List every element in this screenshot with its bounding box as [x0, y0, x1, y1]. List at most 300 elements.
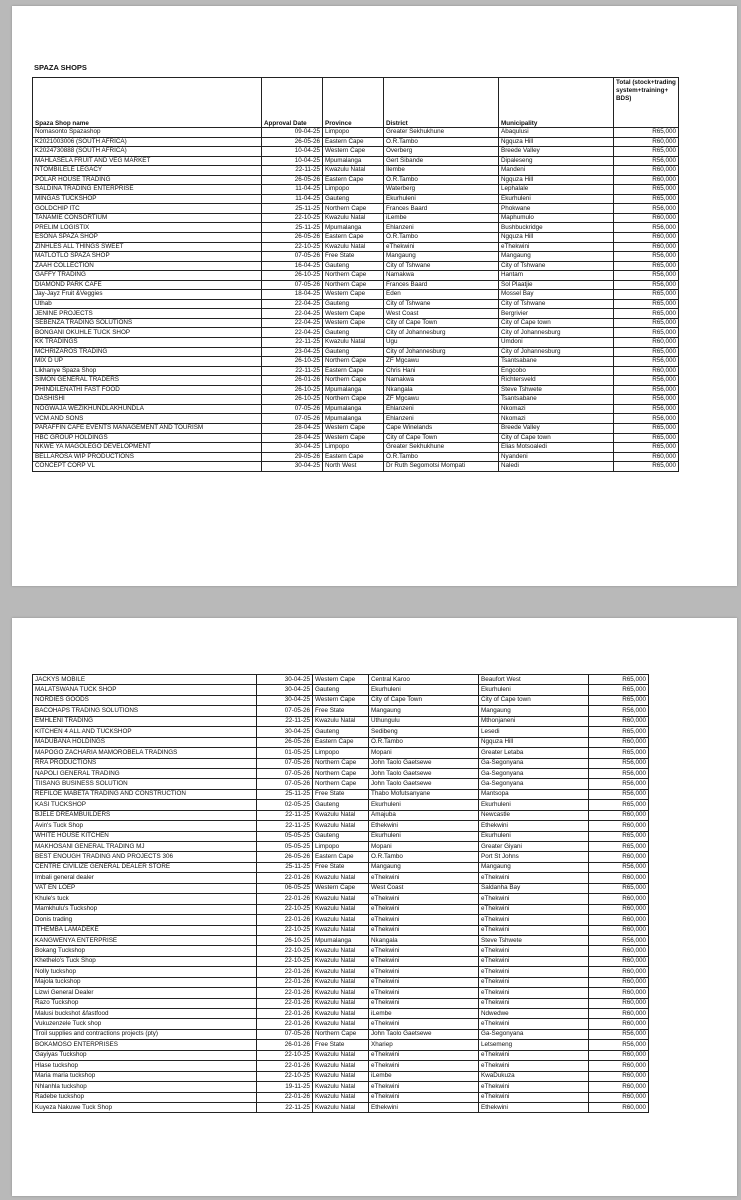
cell-district: O.R.Tambo [369, 737, 479, 747]
cell-district: Namakwa [384, 376, 499, 386]
cell-shop-name: Troil supplies and contractions projects (pty) [33, 1029, 257, 1039]
cell-district: eThekwini [369, 1092, 479, 1102]
table-row [33, 223, 679, 233]
cell-total: R56,000 [589, 935, 649, 945]
cell-district: Cape Winelands [384, 423, 499, 433]
cell-total: R65,000 [614, 185, 679, 195]
table-row [33, 1082, 649, 1092]
cell-district: Frances Baard [384, 204, 499, 214]
cell-province: Mpumalanga [313, 935, 369, 945]
cell-province: Kwazulu Natal [323, 166, 384, 176]
table-row [33, 915, 649, 925]
table-row [33, 204, 679, 214]
cell-total: R56,000 [614, 376, 679, 386]
cell-total: R60,000 [589, 1019, 649, 1029]
header-approval-date: Approval Date [262, 78, 323, 128]
cell-municipality: Ngquza Hill [479, 737, 589, 747]
cell-district: eThekwini [369, 967, 479, 977]
cell-municipality: City of Johannesburg [499, 347, 614, 357]
table-row [33, 695, 649, 705]
cell-municipality: eThekwini [479, 873, 589, 883]
cell-district: City of Tshwane [384, 261, 499, 271]
cell-municipality: eThekwini [479, 1092, 589, 1102]
cell-province: Northern Cape [313, 779, 369, 789]
cell-approval-date: 22-10-25 [262, 213, 323, 223]
cell-approval-date: 22-10-25 [257, 956, 313, 966]
cell-municipality: Ngquza Hill [499, 175, 614, 185]
cell-province: Mpumalanga [323, 223, 384, 233]
cell-district: Mangaung [384, 252, 499, 262]
cell-total: R60,000 [614, 137, 679, 147]
table-row [33, 1019, 649, 1029]
cell-province: Free State [323, 252, 384, 262]
cell-shop-name: CONCEPT CORP VL [33, 462, 262, 472]
cell-approval-date: 22-01-26 [257, 894, 313, 904]
cell-province: Limpopo [323, 128, 384, 138]
cell-approval-date: 11-04-25 [262, 185, 323, 195]
cell-municipality: Lephalale [499, 185, 614, 195]
cell-shop-name: Mamkhulu's Tuckshop [33, 904, 257, 914]
cell-municipality: Sol Plaatjie [499, 280, 614, 290]
cell-shop-name: MATLOTLO SPAZA SHOP [33, 252, 262, 262]
cell-municipality: Ethekwini [479, 821, 589, 831]
cell-province: Western Cape [323, 309, 384, 319]
table-row [33, 998, 649, 1008]
cell-province: Gauteng [313, 685, 369, 695]
table-row [33, 233, 679, 243]
cell-province: Northern Cape [323, 376, 384, 386]
cell-approval-date: 30-04-25 [257, 675, 313, 685]
table-row [33, 768, 649, 778]
cell-municipality: Greater Letaba [479, 748, 589, 758]
cell-municipality: Elias Motsoaledi [499, 443, 614, 453]
cell-total: R65,000 [614, 462, 679, 472]
cell-province: Kwazulu Natal [313, 1082, 369, 1092]
cell-total: R56,000 [589, 862, 649, 872]
cell-district: Central Karoo [369, 675, 479, 685]
cell-district: West Coast [384, 309, 499, 319]
cell-shop-name: MCHRIZAROS TRADING [33, 347, 262, 357]
cell-district: O.R.Tambo [384, 137, 499, 147]
cell-shop-name: MAKHOSANI GENERAL TRADING MJ [33, 842, 257, 852]
cell-province: Kwazulu Natal [313, 967, 369, 977]
table-row [33, 252, 679, 262]
cell-shop-name: REFILOE MABETA TRADING AND CONSTRUCTION [33, 789, 257, 799]
cell-province: Western Cape [313, 675, 369, 685]
cell-total: R65,000 [589, 831, 649, 841]
cell-municipality: Tsantsabane [499, 395, 614, 405]
table-body-1 [33, 128, 679, 472]
cell-municipality: Letsemeng [479, 1040, 589, 1050]
cell-municipality: Mandeni [499, 166, 614, 176]
cell-total: R60,000 [589, 1050, 649, 1060]
table-row [33, 404, 679, 414]
cell-municipality: Richtersveld [499, 376, 614, 386]
cell-district: eThekwini [369, 998, 479, 1008]
table-row [33, 318, 679, 328]
cell-shop-name: SALDINA TRADING ENTERPRISE [33, 185, 262, 195]
table-row [33, 675, 649, 685]
table-row [33, 862, 649, 872]
table-row [33, 128, 679, 138]
cell-approval-date: 22-01-26 [257, 1009, 313, 1019]
table-row [33, 175, 679, 185]
cell-municipality: City of Tshwane [499, 299, 614, 309]
cell-province: Eastern Cape [323, 233, 384, 243]
cell-province: Northern Cape [313, 758, 369, 768]
cell-total: R65,000 [614, 309, 679, 319]
cell-district: O.R.Tambo [384, 233, 499, 243]
table-row [33, 1061, 649, 1071]
table-row [33, 290, 679, 300]
cell-municipality: eThekwini [479, 1061, 589, 1071]
table-row [33, 271, 679, 281]
cell-district: eThekwini [369, 925, 479, 935]
cell-approval-date: 22-11-25 [262, 338, 323, 348]
table-row [33, 748, 649, 758]
cell-total: R56,000 [614, 252, 679, 262]
cell-municipality: Steve Tshwete [499, 385, 614, 395]
cell-total: R56,000 [614, 280, 679, 290]
cell-province: Free State [313, 706, 369, 716]
cell-district: Ilembe [384, 166, 499, 176]
cell-total: R56,000 [614, 223, 679, 233]
cell-district: iLembe [369, 1009, 479, 1019]
table-row [33, 443, 679, 453]
cell-municipality: Engcobo [499, 366, 614, 376]
cell-total: R65,000 [614, 299, 679, 309]
cell-province: Kwazulu Natal [313, 1019, 369, 1029]
cell-district: Mopani [369, 748, 479, 758]
cell-district: Mopani [369, 842, 479, 852]
cell-municipality: Phokwane [499, 204, 614, 214]
cell-shop-name: Razo Tuckshop [33, 998, 257, 1008]
cell-approval-date: 07-05-26 [262, 280, 323, 290]
document-page-1 [12, 6, 737, 586]
cell-municipality: Umdoni [499, 338, 614, 348]
cell-municipality: City of Cape town [479, 695, 589, 705]
cell-approval-date: 26-10-25 [257, 935, 313, 945]
cell-total: R65,000 [589, 685, 649, 695]
table-row [33, 299, 679, 309]
cell-shop-name: KANGWENYA ENTERPRISE [33, 935, 257, 945]
cell-province: Eastern Cape [313, 737, 369, 747]
cell-total: R60,000 [589, 821, 649, 831]
cell-province: Eastern Cape [323, 366, 384, 376]
cell-province: Gauteng [313, 727, 369, 737]
cell-district: Waterberg [384, 185, 499, 195]
cell-district: eThekwini [369, 915, 479, 925]
cell-district: Thabo Mofutsanyane [369, 789, 479, 799]
cell-municipality: Abaqulusi [499, 128, 614, 138]
table-row [33, 821, 649, 831]
table-row [33, 414, 679, 424]
cell-total: R60,000 [589, 977, 649, 987]
cell-total: R65,000 [614, 128, 679, 138]
spaza-shops-table-2 [32, 674, 649, 1113]
cell-province: Western Cape [323, 433, 384, 443]
cell-total: R60,000 [614, 338, 679, 348]
cell-province: Eastern Cape [313, 852, 369, 862]
table-row [33, 395, 679, 405]
cell-province: Mpumalanga [323, 414, 384, 424]
cell-municipality: Ga-Segonyana [479, 768, 589, 778]
cell-province: Kwazulu Natal [313, 1009, 369, 1019]
cell-total: R65,000 [589, 695, 649, 705]
cell-province: Northern Cape [323, 204, 384, 214]
cell-total: R65,000 [614, 443, 679, 453]
cell-shop-name: KITCHEN 4 ALL AND TUCKSHOP [33, 727, 257, 737]
cell-district: eThekwini [369, 1082, 479, 1092]
cell-municipality: Mantsopa [479, 789, 589, 799]
cell-shop-name: CENTRE CIVILIZE GENERAL DEALER STORE [33, 862, 257, 872]
cell-approval-date: 07-05-26 [257, 779, 313, 789]
cell-district: eThekwini [369, 946, 479, 956]
header-province: Province [323, 78, 384, 128]
cell-total: R60,000 [589, 998, 649, 1008]
cell-district: eThekwini [369, 988, 479, 998]
cell-shop-name: NAPOLI GENERAL TRADING [33, 768, 257, 778]
cell-total: R60,000 [614, 366, 679, 376]
cell-province: Kwazulu Natal [313, 1102, 369, 1112]
table-row [33, 831, 649, 841]
cell-approval-date: 22-10-25 [257, 946, 313, 956]
cell-total: R65,000 [614, 194, 679, 204]
cell-total: R65,000 [589, 748, 649, 758]
cell-province: Kwazulu Natal [313, 988, 369, 998]
cell-district: City of Cape Town [369, 695, 479, 705]
table-row [33, 280, 679, 290]
table-row [33, 261, 679, 271]
cell-approval-date: 22-10-25 [257, 1050, 313, 1060]
cell-district: Ekurhuleni [369, 831, 479, 841]
header-district: District [384, 78, 499, 128]
cell-province: Gauteng [323, 299, 384, 309]
cell-province: Free State [313, 789, 369, 799]
table-row [33, 1071, 649, 1081]
cell-district: ZF Mgcawu [384, 357, 499, 367]
table-row [33, 147, 679, 157]
cell-district: Ekurhuleni [384, 194, 499, 204]
cell-province: Western Cape [323, 318, 384, 328]
cell-province: Kwazulu Natal [313, 1071, 369, 1081]
cell-shop-name: Imbali general dealer [33, 873, 257, 883]
cell-shop-name: Vukuzenzele Tuck shop [33, 1019, 257, 1029]
cell-district: Sedibeng [369, 727, 479, 737]
cell-municipality: Breede Valley [499, 423, 614, 433]
cell-province: Kwazulu Natal [313, 946, 369, 956]
cell-total: R65,000 [614, 433, 679, 443]
cell-total: R56,000 [614, 204, 679, 214]
cell-shop-name: MALATSWANA TUCK SHOP [33, 685, 257, 695]
cell-total: R60,000 [589, 988, 649, 998]
cell-shop-name: K2024730888 (SOUTH AFRICA) [33, 147, 262, 157]
cell-province: Limpopo [323, 443, 384, 453]
cell-municipality: eThekwini [479, 967, 589, 977]
cell-province: Northern Cape [323, 280, 384, 290]
cell-province: Mpumalanga [323, 385, 384, 395]
cell-shop-name: TANAMIE CONSORTIUM [33, 213, 262, 223]
cell-district: Greater Sekhukhune [384, 128, 499, 138]
table-row [33, 904, 649, 914]
cell-shop-name: Bokang Tuckshop [33, 946, 257, 956]
cell-province: Kwazulu Natal [313, 1050, 369, 1060]
table-row [33, 1050, 649, 1060]
cell-total: R56,000 [589, 779, 649, 789]
cell-province: Kwazulu Natal [313, 904, 369, 914]
cell-province: Gauteng [323, 347, 384, 357]
table-row [33, 685, 649, 695]
table-header-row [33, 78, 679, 128]
table-row [33, 842, 649, 852]
cell-shop-name: NOGWAJA WEZIKHUNDLAKHUNDLA [33, 404, 262, 414]
cell-municipality: eThekwini [479, 1019, 589, 1029]
cell-municipality: Hantam [499, 271, 614, 281]
cell-approval-date: 07-05-26 [262, 404, 323, 414]
cell-municipality: City of Cape town [499, 318, 614, 328]
cell-municipality: Tsantsabane [499, 357, 614, 367]
cell-total: R60,000 [589, 1092, 649, 1102]
table-row [33, 800, 649, 810]
cell-shop-name: Majola tuckshop [33, 977, 257, 987]
cell-shop-name: Avin's Tuck Shop [33, 821, 257, 831]
cell-municipality: eThekwini [479, 956, 589, 966]
cell-district: Frances Baard [384, 280, 499, 290]
table-row [33, 946, 649, 956]
cell-province: Western Cape [313, 883, 369, 893]
cell-municipality: eThekwini [479, 946, 589, 956]
cell-shop-name: BJELE DREAMBUILDERS [33, 810, 257, 820]
cell-district: John Taolo Gaetsewe [369, 1029, 479, 1039]
table-row [33, 935, 649, 945]
cell-district: eThekwini [369, 956, 479, 966]
cell-shop-name: Maria maria tuckshop [33, 1071, 257, 1081]
cell-approval-date: 22-01-26 [257, 1019, 313, 1029]
cell-province: Northern Cape [313, 768, 369, 778]
table-row [33, 185, 679, 195]
table-row [33, 873, 649, 883]
cell-province: Free State [313, 862, 369, 872]
table-row [33, 328, 679, 338]
cell-district: Ekurhuleni [369, 685, 479, 695]
table-row [33, 1040, 649, 1050]
cell-district: eThekwini [384, 242, 499, 252]
cell-province: Kwazulu Natal [313, 1061, 369, 1071]
cell-province: Northern Cape [323, 357, 384, 367]
cell-total: R60,000 [589, 1102, 649, 1112]
spaza-shops-table-1 [32, 77, 679, 472]
cell-total: R60,000 [589, 1082, 649, 1092]
cell-shop-name: ZAAH COLLECTION [33, 261, 262, 271]
cell-district: Gert Sibande [384, 156, 499, 166]
cell-district: Dr Ruth Segomotsi Mompati [384, 462, 499, 472]
cell-district: eThekwini [369, 904, 479, 914]
cell-province: Kwazulu Natal [323, 338, 384, 348]
cell-municipality: eThekwini [479, 998, 589, 1008]
cell-total: R60,000 [589, 852, 649, 862]
cell-province: Free State [313, 1040, 369, 1050]
cell-total: R56,000 [589, 789, 649, 799]
cell-total: R65,000 [589, 842, 649, 852]
cell-municipality: eThekwini [479, 915, 589, 925]
cell-total: R60,000 [589, 737, 649, 747]
cell-approval-date: 07-05-26 [257, 758, 313, 768]
cell-shop-name: HBC GROUP HOLDINGS [33, 433, 262, 443]
cell-shop-name: Nolly tuckshop [33, 967, 257, 977]
table-row [33, 156, 679, 166]
cell-municipality: Nkomazi [499, 404, 614, 414]
cell-municipality: Port St Johns [479, 852, 589, 862]
cell-total: R60,000 [614, 175, 679, 185]
cell-municipality: City of Johannesburg [499, 328, 614, 338]
cell-total: R56,000 [589, 1040, 649, 1050]
cell-municipality: Bergrivier [499, 309, 614, 319]
table-body-2 [33, 675, 649, 1113]
cell-municipality: Greater Giyani [479, 842, 589, 852]
cell-municipality: Naledi [499, 462, 614, 472]
cell-shop-name: Donis trading [33, 915, 257, 925]
cell-approval-date: 22-11-25 [262, 166, 323, 176]
table-row [33, 423, 679, 433]
cell-approval-date: 26-05-26 [257, 737, 313, 747]
cell-total: R60,000 [589, 1061, 649, 1071]
cell-district: eThekwini [369, 977, 479, 987]
table-row [33, 1009, 649, 1019]
table-row [33, 883, 649, 893]
cell-total: R60,000 [589, 904, 649, 914]
cell-municipality: Ngquza Hill [499, 233, 614, 243]
cell-approval-date: 23-04-25 [262, 347, 323, 357]
cell-approval-date: 22-01-26 [257, 1061, 313, 1071]
cell-total: R65,000 [614, 318, 679, 328]
cell-province: Northern Cape [323, 395, 384, 405]
table-row [33, 194, 679, 204]
cell-shop-name: K2021003006 (SOUTH AFRICA) [33, 137, 262, 147]
cell-shop-name: JENINE PROJECTS [33, 309, 262, 319]
cell-province: Limpopo [313, 842, 369, 852]
cell-province: Kwazulu Natal [313, 821, 369, 831]
cell-province: Western Cape [323, 147, 384, 157]
cell-district: iLembe [384, 213, 499, 223]
cell-municipality: Ga-Segonyana [479, 1029, 589, 1039]
table-row [33, 452, 679, 462]
cell-total: R60,000 [589, 894, 649, 904]
cell-approval-date: 26-10-25 [262, 271, 323, 281]
cell-shop-name: Nhlanhla tuckshop [33, 1082, 257, 1092]
cell-approval-date: 07-05-26 [262, 252, 323, 262]
cell-approval-date: 22-04-25 [262, 318, 323, 328]
cell-district: West Coast [369, 883, 479, 893]
cell-province: Western Cape [313, 695, 369, 705]
table-row [33, 376, 679, 386]
cell-province: Limpopo [313, 748, 369, 758]
cell-approval-date: 22-10-25 [257, 904, 313, 914]
table-row [33, 357, 679, 367]
cell-approval-date: 30-04-25 [262, 462, 323, 472]
cell-approval-date: 22-11-25 [257, 716, 313, 726]
cell-shop-name: Malusi buckshot &fastfood [33, 1009, 257, 1019]
cell-province: Western Cape [323, 423, 384, 433]
cell-district: John Taolo Gaetsewe [369, 768, 479, 778]
cell-total: R60,000 [614, 166, 679, 176]
cell-approval-date: 30-04-25 [257, 695, 313, 705]
table-row [33, 347, 679, 357]
cell-approval-date: 25-11-25 [262, 223, 323, 233]
table-row [33, 1092, 649, 1102]
cell-total: R56,000 [614, 385, 679, 395]
cell-approval-date: 22-11-25 [257, 810, 313, 820]
cell-province: Gauteng [323, 261, 384, 271]
